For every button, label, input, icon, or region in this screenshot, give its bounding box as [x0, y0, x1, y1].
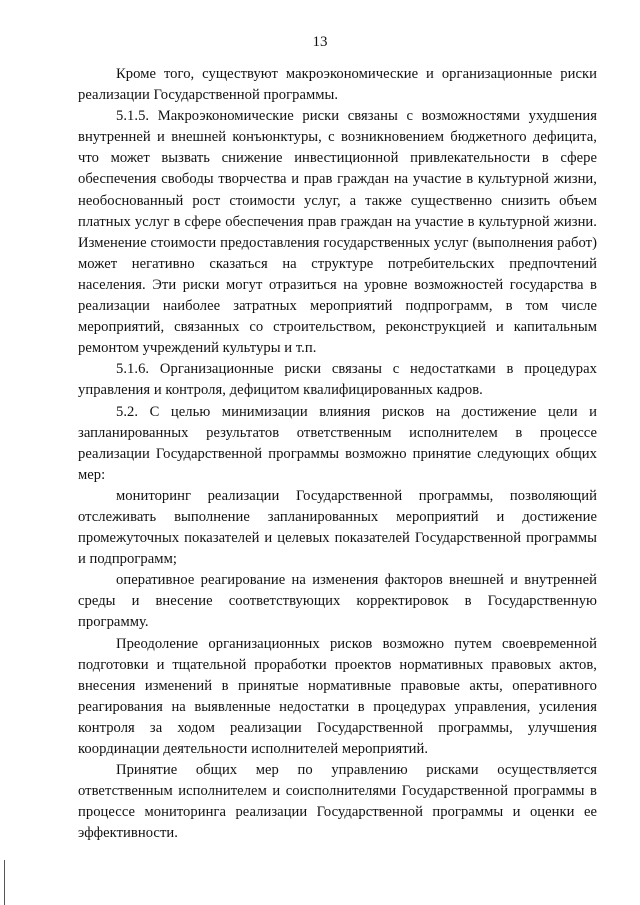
paragraph-risk-management: Принятие общих мер по управлению рисками осуществляется ответственным исполнителем и соисполнителями Государственной программы в процессе мониторинга реализации Государственной программы и оценки ее эффективности. [78, 762, 597, 842]
paragraph-organizational-risks: 5.1.6. Организационные риски связаны с недостатками в процедурах управления и контроля, дефицитом квалифицированных кадров. [78, 361, 597, 399]
paragraph-operative-response: оперативное реагирование на изменения факторов внешней и внутренней среды и внесение соответствующих корректировок в Государственную программу. [78, 572, 597, 631]
scan-edge-line [4, 860, 5, 905]
paragraph-macroeconomic-risks: 5.1.5. Макроэкономические риски связаны с возможностями ухудшения внутренней и внешней конъюнктуры, с возникновением бюджетного дефицита, что может вызвать снижение инвестиционной привлекательности в сфере обеспечения свободы творчества и прав граждан на участие в культурной жизни, необоснованный рост стоимости услуг, а также существенно снизить объем платных услуг в сфере обеспечения прав граждан на участие в культурной жизни. Изменение стоимости предоставления государственных услуг (выполнения работ) может негативно сказаться на структуре потребительских предпочтений населения. Эти риски могут отразиться на уровне возможностей государства в реализации наиболее затратных мероприятий подпрограмм, в том числе мероприятий, связанных со строительством, реконструкцией и капитальным ремонтом учреждений культуры и т.п. [78, 108, 597, 357]
page-number: 13 [312, 34, 328, 50]
paragraph-intro-risks: Кроме того, существуют макроэкономические и организационные риски реализации Государственной программы. [78, 66, 597, 104]
document-body [78, 64, 597, 844]
paragraph-overcoming-risks: Преодоление организационных рисков возможно путем своевременной подготовки и тщательной проработки проектов нормативных правовых актов, внесения изменений в принятые нормативные правовые акты, оперативного реагирования на выявленные недостатки в процедурах управления, усиления контроля за ходом реализации Государственной программы, улучшения координации деятельности исполнителей мероприятий. [78, 635, 597, 757]
paragraph-monitoring: мониторинг реализации Государственной программы, позволяющий отслеживать выполнение запланированных мероприятий и достижение промежуточных показателей и целевых показателей Государственной программы и подпрограмм; [78, 487, 597, 568]
paragraph-risk-measures: 5.2. С целью минимизации влияния рисков на достижение цели и запланированных результатов ответственным исполнителем в процессе реализации Государственной программы возможно принятие следующих общих мер: [78, 403, 597, 483]
